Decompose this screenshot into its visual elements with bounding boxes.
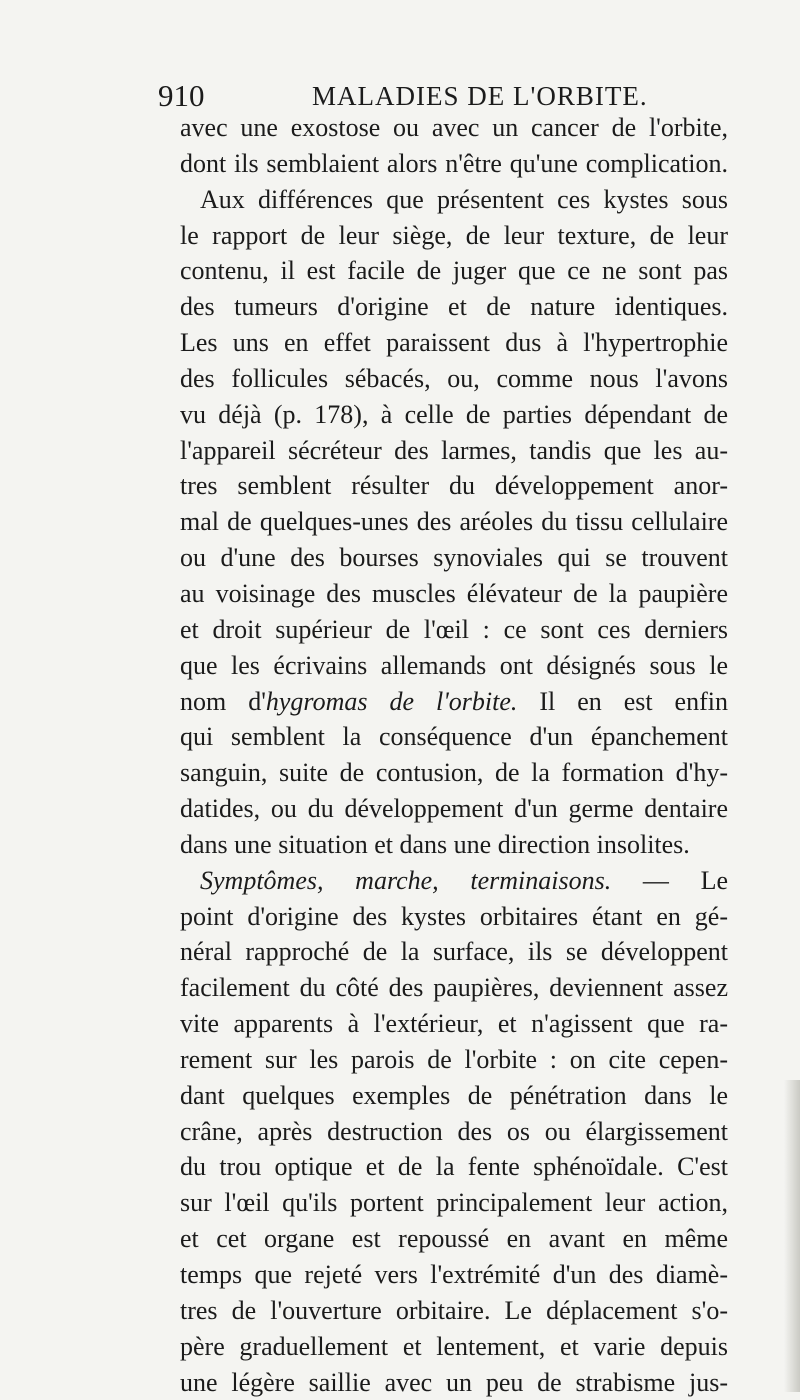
paragraph-end-line: dans une situation et dans une direction insolites.: [180, 829, 690, 859]
text-line: crâne, après destruction des os ou élargissement: [180, 1116, 728, 1146]
running-title: MALADIES DE L'ORBITE.: [312, 81, 648, 111]
text-line: des tumeurs d'origine et de nature identiques.: [180, 292, 728, 322]
text-line: du trou optique et de la fente sphénoïdale. C'est: [180, 1152, 728, 1182]
text-line: et droit supérieur de l'œil : ce sont ces derniers: [180, 614, 728, 644]
text-fragment: Il en est enfin: [517, 686, 728, 716]
text-line: une légère saillie avec un peu de strabisme jus-: [180, 1367, 728, 1397]
text-line: sur l'œil qu'ils portent principalement leur action,: [180, 1188, 728, 1218]
text-line: dont ils semblaient alors n'être qu'une complication.: [180, 148, 728, 178]
text-line: temps que rejeté vers l'extrémité d'un des diamè-: [180, 1260, 728, 1289]
text-line: contenu, il est facile de juger que ce ne sont pas: [180, 256, 728, 286]
text-line: au voisinage des muscles élévateur de la paupière: [180, 578, 728, 608]
text-line: et cet organe est repoussé en avant en même: [180, 1224, 728, 1254]
text-line: point d'origine des kystes orbitaires étant en gé-: [180, 901, 728, 931]
section-heading: Symptômes, marche, terminaisons.: [200, 865, 612, 895]
text-line: mal de quelques-unes des aréoles du tissu cellulaire: [180, 507, 728, 537]
paragraph-start-line: Aux différences que présentent ces kystes sous: [200, 184, 728, 214]
text-line: des follicules sébacés, ou, comme nous l'avons: [180, 363, 728, 393]
text-line: que les écrivains allemands ont désignés sous le: [180, 650, 728, 680]
text-line: datides, ou du développement d'un germe dentaire: [180, 794, 728, 824]
text-fragment: nom d': [180, 686, 266, 716]
text-line: vu déjà (p. 178), à celle de parties dépendant de: [180, 399, 728, 429]
italic-term: hygromas de l'orbite.: [265, 686, 518, 716]
section-heading-line: [180, 863, 728, 899]
text-line: dant quelques exemples de pénétration dans le: [180, 1080, 728, 1110]
text-line: qui semblent la conséquence d'un épanchement: [180, 722, 728, 752]
text-line: néral rapproché de la surface, ils se développent: [180, 937, 728, 967]
text-line: le rapport de leur siège, de leur texture, de leur: [180, 220, 728, 250]
text-line: Les uns en effet paraissent dus à l'hypertrophie: [180, 328, 728, 358]
text-line: sanguin, suite de contusion, de la formation d'hy-: [180, 758, 728, 788]
page-header: [158, 78, 678, 114]
body-text: [180, 110, 728, 1400]
text-line: tres de l'ouverture orbitaire. Le déplacement s'o-: [180, 1295, 728, 1325]
text-line: avec une exostose ou avec un cancer de l'orbite,: [180, 113, 728, 142]
text-line: [180, 684, 728, 720]
text-line: facilement du côté des paupières, deviennent assez: [180, 973, 728, 1003]
text-fragment: — Le: [611, 865, 728, 895]
text-line: tres semblent résulter du développement anor-: [180, 471, 728, 501]
page-edge-shadow: [784, 1080, 800, 1392]
text-line: vite apparents à l'extérieur, et n'agissent que ra-: [180, 1009, 728, 1039]
text-line: rement sur les parois de l'orbite : on cite cepen-: [180, 1044, 728, 1074]
text-line: ou d'une des bourses synoviales qui se trouvent: [180, 543, 728, 573]
text-line: l'appareil sécréteur des larmes, tandis que les au-: [180, 435, 728, 465]
text-line: père graduellement et lentement, et varie depuis: [180, 1331, 728, 1361]
page-number: 910: [158, 78, 205, 113]
